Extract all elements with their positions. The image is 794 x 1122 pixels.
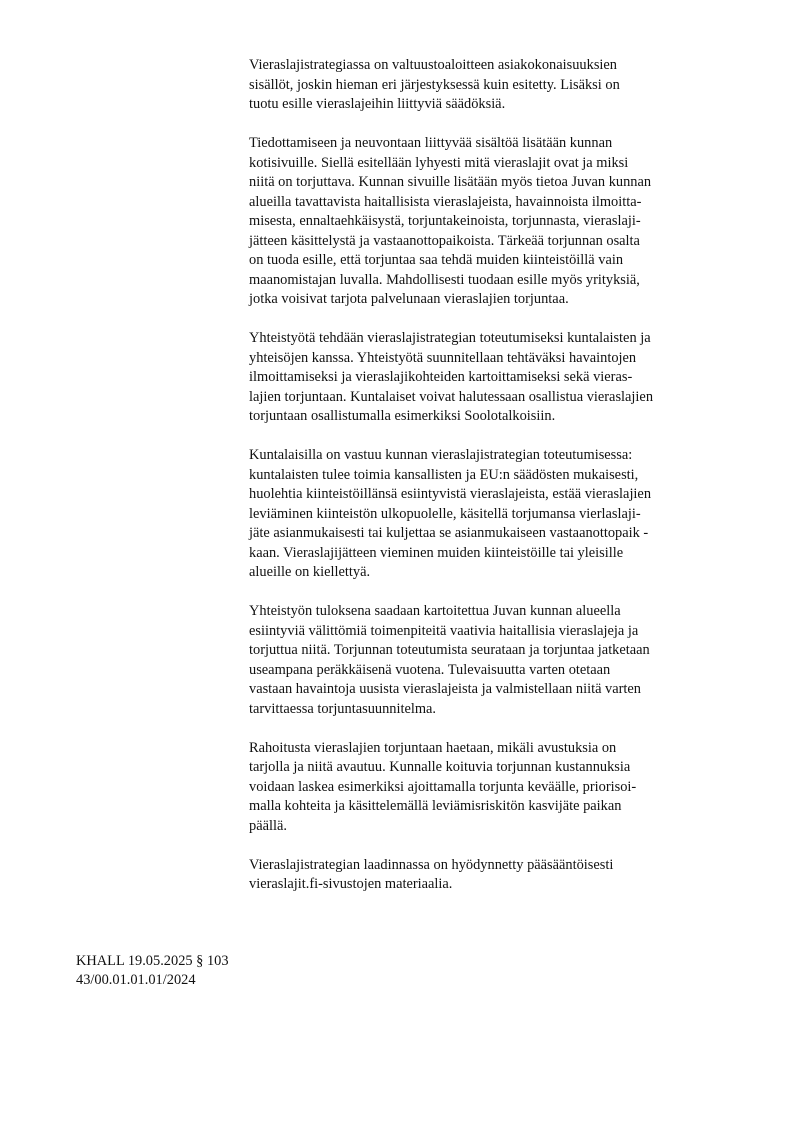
text-line: alueille on kiellettyä. [249, 564, 371, 580]
text-line: Yhteistyötä tehdään vieraslajistrategian toteutumiseksi kuntalaisten ja [249, 330, 651, 346]
text-line: Rahoitusta vieraslajien torjuntaan haetaan, mikäli avustuksia on [249, 739, 617, 756]
text-line: alueilla tavattavista haitallisista vieraslajeista, havainnoista ilmoitta- [249, 193, 642, 210]
text-line: torjuntaan osallistumalla esimerkiksi Soolotalkoisiin. [249, 408, 556, 424]
record-id: 43/00.01.01.01/2024 [76, 972, 196, 988]
paragraph-information [249, 134, 739, 310]
text-line: esiintyviä välittömiä toimenpiteitä vaativia haitallisia vieraslajeja ja [249, 622, 639, 639]
document-body [249, 56, 739, 914]
text-line: misesta, ennaltaehkäisystä, torjuntakeinoista, torjunnasta, vieraslaji- [249, 213, 641, 229]
text-line: leviäminen kiinteistön ulkopuolelle, käsitellä torjumansa vierlaslaji- [249, 505, 641, 522]
text-line: Vieraslajistrategiassa on valtuustoaloitteen asiakokonaisuuksien [249, 57, 618, 73]
text-line: yhteisöjen kanssa. Yhteistyötä suunnitellaan tehtäväksi havaintojen [249, 349, 637, 366]
text-line: kotisivuille. Siellä esitellään lyhyesti mitä vieraslajit ovat ja miksi [249, 154, 629, 171]
text-line: malla kohteita ja käsittelemällä leviämisriskitön kasvijäte paikan [249, 798, 622, 814]
text-line: huolehtia kiinteistöillänsä esiintyvistä vieraslajeista, estää vieraslajien [249, 486, 652, 502]
paragraph-sources [249, 856, 739, 895]
text-line: vieraslajit.fi-sivustojen materiaalia. [249, 876, 453, 892]
paragraph-residents-responsibility [249, 446, 739, 583]
text-line: sisällöt, joskin hieman eri järjestyksessä kuin esitetty. Lisäksi on [249, 76, 620, 93]
text-line: tuotu esille vieraslajeihin liittyviä säädöksiä. [249, 96, 506, 112]
text-line: niitä on torjuttava. Kunnan sivuille lisätään myös tietoa Juvan kunnan [249, 174, 652, 190]
paragraph-strategy-contents [249, 56, 739, 115]
paragraph-cooperation [249, 329, 739, 427]
text-line: kuntalaisten tulee toimia kansallisten ja EU:n säädösten mukaisesti, [249, 466, 639, 483]
text-line: jotka voisivat tarjota palvelunaan vieraslajien torjuntaa. [249, 291, 569, 307]
text-line: ilmoittamiseksi ja vieraslajikohteiden kartoittamiseksi sekä vieras- [249, 369, 633, 385]
text-line: maanomistajan luvalla. Mahdollisesti tuodaan esille myös yrityksiä, [249, 271, 640, 288]
text-line: Yhteistyön tuloksena saadaan kartoitettua Juvan kunnan alueella [249, 603, 621, 619]
text-line: Kuntalaisilla on vastuu kunnan vieraslajistrategian toteutumisessa: [249, 447, 633, 463]
text-line: kaan. Vieraslajijätteen vieminen muiden kiinteistöille tai yleisille [249, 544, 624, 561]
text-line: jäte asianmukaisesti tai kuljettaa se asianmukaiseen vastaanottopaik - [249, 525, 649, 541]
meeting-reference: KHALL 19.05.2025 § 103 [76, 953, 229, 969]
text-line: päällä. [249, 817, 287, 834]
text-line: vastaan havaintoja uusista vieraslajeista ja valmistellaan niitä varten [249, 681, 642, 697]
text-line: Vieraslajistrategian laadinnassa on hyödynnetty pääsääntöisesti [249, 856, 614, 873]
text-line: tarvittaessa torjuntasuunnitelma. [249, 700, 437, 717]
text-line: Tiedottamiseen ja neuvontaan liittyvää sisältöä lisätään kunnan [249, 135, 613, 151]
paragraph-results [249, 602, 739, 719]
text-line: lajien torjuntaan. Kuntalaiset voivat halutessaan osallistua vieraslajien [249, 388, 654, 405]
text-line: torjuttua niitä. Torjunnan toteutumista seurataan ja torjuntaa jatketaan [249, 642, 650, 658]
decision-reference [76, 952, 229, 990]
text-line: useampana peräkkäisenä vuotena. Tulevaisuutta varten otetaan [249, 661, 611, 678]
text-line: on tuoda esille, että torjuntaa saa tehdä muiden kiinteistöillä vain [249, 252, 624, 268]
paragraph-funding [249, 739, 739, 837]
text-line: tarjolla ja niitä avautuu. Kunnalle koituvia torjunnan kustannuksia [249, 759, 631, 775]
text-line: jätteen käsittelystä ja vastaanottopaikoista. Tärkeää torjunnan osalta [249, 232, 640, 249]
text-line: voidaan laskea esimerkiksi ajoittamalla torjunta keväälle, priorisoi- [249, 778, 637, 795]
